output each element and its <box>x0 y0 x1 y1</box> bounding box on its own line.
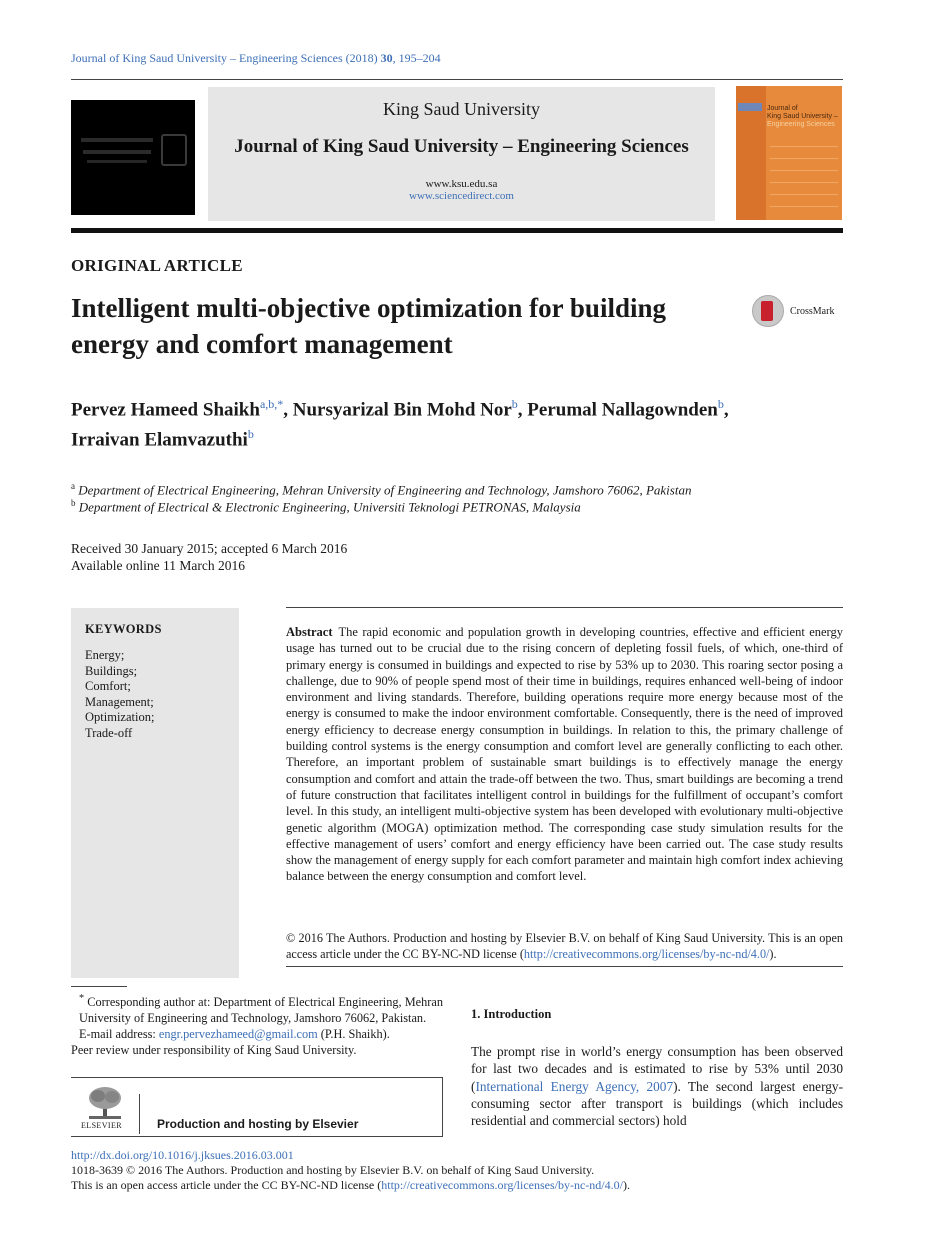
affiliation-text: Department of Electrical Engineering, Mehran University of Engineering and Technology, Jamshoro 76062, Pakistan <box>78 482 692 498</box>
author-name[interactable]: Perumal Nallagownden <box>527 399 718 421</box>
cover-title-line: King Saud University – <box>767 113 838 120</box>
email-suffix: (P.H. Shaikh). <box>317 1027 390 1042</box>
elsevier-tree-icon <box>85 1086 125 1120</box>
logo-arabic-line <box>83 150 151 154</box>
introduction-heading: 1. Introduction <box>471 1007 552 1021</box>
license-prefix: This is an open access article under the CC BY-NC-ND license ( <box>71 1178 382 1192</box>
email-line <box>71 1026 443 1042</box>
article-title: Intelligent multi-objective optimization for building energy and comfort management <box>71 293 666 359</box>
cover-stripe <box>770 182 838 183</box>
keywords-box <box>71 608 239 978</box>
author-name[interactable]: Irraivan Elamvazuthi <box>71 429 248 451</box>
ksu-logo <box>71 100 195 215</box>
affiliation-mark: b <box>71 498 76 508</box>
elsevier-box <box>71 1077 443 1137</box>
journal-ref-volume: 30 <box>380 51 393 65</box>
affiliation-text: Department of Electrical & Electronic Engineering, Universiti Teknologi PETRONAS, Malaysia <box>78 499 581 515</box>
cover-stripe <box>770 206 838 207</box>
header-rule <box>71 79 843 80</box>
keyword: Buildings; <box>85 663 138 678</box>
footnote-rule <box>71 986 127 987</box>
author-name[interactable]: Nursyarizal Bin Mohd Nor <box>292 399 512 421</box>
copyright-text: © 2016 The Authors. Production and hosting by Elsevier B.V. on behalf of King Saud University. This is an open access article under the CC BY-NC-ND license ( <box>286 931 843 961</box>
sciencedirect-link[interactable]: www.sciencedirect.com <box>409 190 514 202</box>
abstract-label: Abstract <box>286 625 333 639</box>
university-name: King Saud University <box>383 99 540 119</box>
journal-ref-pages: , 195–204 <box>392 51 441 65</box>
journal-title: Journal of King Saud University – Engineering Sciences <box>234 136 689 157</box>
cover-badge <box>738 103 762 111</box>
license-line <box>71 1178 630 1193</box>
keyword: Trade-off <box>85 725 133 740</box>
email-link[interactable]: engr.pervezhameed@gmail.com <box>158 1027 318 1042</box>
introduction-text <box>471 1043 843 1129</box>
author-affiliation[interactable]: a,b,* <box>259 397 284 411</box>
affiliation-a <box>71 481 691 498</box>
article-dates <box>71 540 347 574</box>
masthead-rule <box>71 228 843 233</box>
abstract-bottom-rule <box>286 966 843 967</box>
keyword: Management; <box>85 694 154 709</box>
license-suffix: ). <box>622 1178 630 1192</box>
keyword: Optimization; <box>85 710 155 724</box>
logo-arabic-line <box>87 160 147 163</box>
elsevier-divider <box>139 1094 140 1134</box>
abstract-top-rule <box>286 607 843 608</box>
intro-text-part: The prompt rise in world’s energy consumption has been observed for last two decades and is estimated to rise by 53% until 2030 ( <box>471 1044 843 1094</box>
cover-stripe <box>770 158 838 159</box>
received-date: Received 30 January 2015; accepted 6 March 2016 <box>71 541 348 556</box>
corresponding-text: Corresponding author at: Department of Electrical Engineering, Mehran University of Engineering and Technology, Jamshoro 76062, Pakistan. <box>79 995 443 1026</box>
keywords-heading: KEYWORDS <box>85 622 162 636</box>
logo-seal-icon <box>161 134 187 166</box>
affiliation-mark: a <box>71 481 75 491</box>
author-affiliation[interactable]: b <box>511 397 518 411</box>
cover-stripe <box>770 146 838 147</box>
cover-stripe <box>770 170 838 171</box>
author-separator: , <box>723 399 729 421</box>
keyword: Energy; <box>85 648 125 662</box>
elsevier-hosting-text: Production and hosting by Elsevier <box>157 1117 359 1131</box>
ksu-website: www.ksu.edu.sa <box>425 178 498 190</box>
email-label: E-mail address: <box>79 1027 159 1042</box>
journal-cover-thumbnail <box>736 86 842 220</box>
author-affiliation[interactable]: b <box>717 397 724 411</box>
journal-ref-prefix: Journal of King Saud University – Engineering Sciences (2018) <box>71 51 378 65</box>
issn-line: 1018-3639 © 2016 The Authors. Production and hosting by Elsevier B.V. on behalf of King Saud University. <box>71 1163 595 1177</box>
author-list <box>71 392 851 453</box>
author-affiliation[interactable]: b <box>247 427 254 442</box>
cover-title-line: Journal of <box>767 105 798 112</box>
abstract-copyright <box>286 930 843 962</box>
elsevier-wordmark: ELSEVIER <box>81 1121 122 1130</box>
journal-masthead <box>208 87 715 221</box>
footnote-mark: * <box>79 993 85 1004</box>
copyright-end: ). <box>769 947 777 961</box>
cover-stripe <box>770 194 838 195</box>
logo-arabic-line <box>81 138 153 142</box>
doi-link[interactable]: http://dx.doi.org/10.1016/j.jksues.2016.03.001 <box>71 1148 294 1162</box>
intro-text-part: ). The second largest energy-consuming sector after transport is buildings (which includes residential and commercial sectors) hold <box>471 1078 843 1129</box>
affiliation-b <box>71 498 581 515</box>
cover-title-line: Engineering Sciences <box>767 121 835 128</box>
crossmark-bookmark-icon <box>761 301 773 321</box>
peer-review-note: Peer review under responsibility of King Saud University. <box>71 1043 357 1058</box>
corresponding-author-note <box>71 991 443 1026</box>
keywords-list <box>85 648 154 741</box>
keyword: Comfort; <box>85 679 131 693</box>
author-name[interactable]: Pervez Hameed Shaikh <box>71 399 260 421</box>
journal-reference[interactable] <box>71 51 441 66</box>
author-separator: , <box>517 399 528 421</box>
license-link[interactable]: http://creativecommons.org/licenses/by-nc-nd/4.0/ <box>523 947 770 961</box>
crossmark-label: CrossMark <box>790 306 835 317</box>
cover-title <box>767 105 839 129</box>
abstract-text: The rapid economic and population growth in developing countries, effective and efficient energy usage has turned out to be crucial due to the rising concern of depleting fossil fuels, of which, one-third of primary energy is consumed in buildings and expected to rise by 53% up to 2030. This roaring sector posing a challenge, due to 90% of people spend most of their time in buildings, requires enhanced well-being of indoor environment and living standards. Therefore, building operations require more energy because most of the energy is consumed to make the indoor environment comfortable. Consequently, there is the need of improved energy efficiency to decrease energy consumption in buildings. In relation to this, the primary challenge of building control systems is the energy consumption and comfort level are generally conflicting to each other. Therefore, an important problem of sustainable smart buildings is to effectively manage the energy consumption and comfort and attain the trade-off between the two. Thus, smart buildings are becoming a trend of future construction that facilitates intelligent control in buildings for the fulfillment of occupant’s comfort level. In this study, an intelligent multi-objective system has been developed with evolutionary multi-objective genetic algorithm (MOGA) optimization method. The corresponding case study simulation results for the effective management of users’ comfort and energy efficiency have been carried out. The case study results show the management of energy supply for each comfort parameter and maintain high comfort index achieving balance between the energy consumption and comfort level. <box>286 625 843 884</box>
license-url-link[interactable]: http://creativecommons.org/licenses/by-nc-nd/4.0/ <box>381 1178 623 1192</box>
crossmark-button[interactable] <box>752 295 842 331</box>
citation-link[interactable]: International Energy Agency, 2007 <box>475 1078 674 1094</box>
article-type: ORIGINAL ARTICLE <box>71 256 243 275</box>
abstract <box>286 624 843 885</box>
available-date: Available online 11 March 2016 <box>71 558 245 573</box>
author-separator: , <box>283 399 293 421</box>
footnote <box>71 991 443 1058</box>
